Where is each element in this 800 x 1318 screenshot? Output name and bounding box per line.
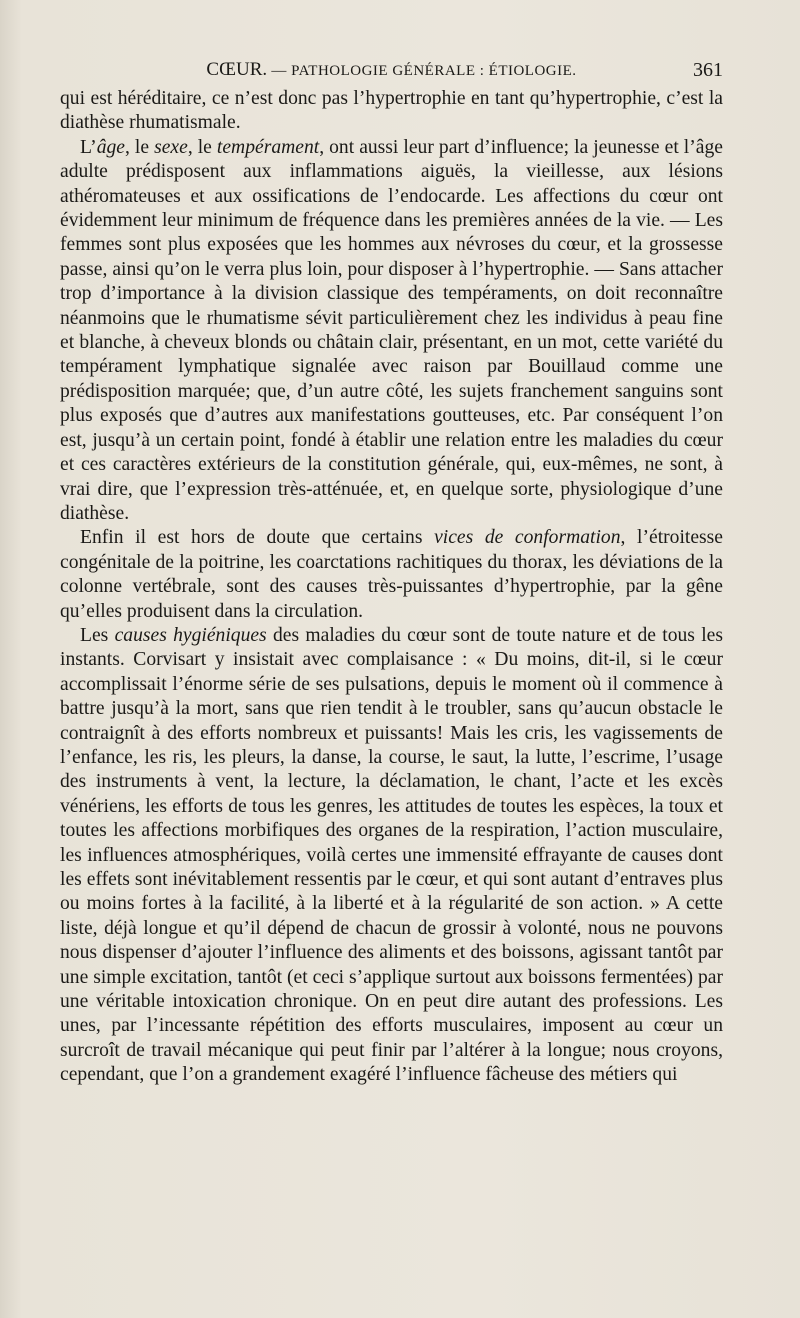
paragraph-2-text: , le <box>125 136 155 158</box>
paragraph-2 <box>60 136 723 527</box>
paragraph-2-text: , ont aussi leur part d’influence; la jeunesse et l’âge adulte prédisposent aux inflammations aiguës, la vieillesse, aux lésions athéromateuses et aux ossifications de l’endocarde. Les affections du cœur ont évidemment leur minimum de fréquence dans les premières années de la vie. — Les femmes sont plus exposées que les hommes aux névroses du cœur, et la grossesse passe, ainsi qu’on le verra plus loin, pour disposer à l’hypertrophie. — Sans attacher trop d’importance à la division classique des tempéraments, on doit reconnaître néanmoins que le rhumatisme sévit particulièrement chez les individus à peau fine et blanche, à cheveux blonds ou châtain clair, présentant, en un mot, cette variété du tempérament lymphatique signalée avec raison par Bouillaud comme une prédisposition marquée; que, d’un autre côté, les sujets franchement sanguins sont plus exposés que d’autres aux manifestations goutteuses, etc. Par conséquent l’on est, jusqu’à un certain point, fondé à établir une relation entre les maladies du cœur et ces caractères extérieurs de la constitution générale, qui, eux-mêmes, ne sont, à vrai dire, que l’expression très-atténuée, et, en quelque sorte, physiologique d’une diathèse. <box>60 136 723 524</box>
paragraph-3 <box>60 526 723 624</box>
page-number: 361 <box>693 59 723 81</box>
paragraph-4-text: des maladies du cœur sont de toute nature et de tous les instants. Corvisart y insistait avec complaisance : « Du moins, dit-il, si le cœur accomplissait l’énorme série de ses pulsations, depuis le moment où il commence à battre jusqu’à la mort, sans que rien tendit à le troubler, sans qu’aucun obstacle le contraignît à des efforts nombreux et puissants! Mais les cris, les vagissements de l’enfance, les ris, les pleurs, la danse, la course, le saut, la lutte, l’escrime, l’usage des instruments à vent, la lecture, la déclamation, le chant, l’acte et les excès vénériens, les efforts de tous les genres, les attitudes de toutes les espèces, la toux et toutes les affections morbifiques des organes de la respiration, l’action musculaire, les influences atmosphériques, voilà certes une immensité effrayante de causes dont les effets sont inévitablement ressentis par le cœur, et qui sont autant d’entraves plus ou moins fortes à la facilité, à la liberté et à la régularité de son action. » A cette liste, déjà longue et qu’il dépend de chacun de grossir à volonté, nous ne pouvons nous dispenser d’ajouter l’influence des aliments et des boissons, agissant tantôt par une simple excitation, tantôt (et ceci s’applique surtout aux boissons fermentées) par une véritable intoxication chronique. On en peut dire autant des professions. Les unes, par l’incessante répétition des efforts musculaires, imposent au cœur un surcroît de travail mécanique qui peut finir par l’altérer à la longue; nous croyons, cependant, que l’on a grandement exagéré l’influence fâcheuse des métiers qui <box>60 624 723 1086</box>
paragraph-4-italic: causes hygiéniques <box>114 624 267 646</box>
paragraph-2-text: L’ <box>80 136 97 158</box>
paragraph-2-italic: sexe <box>154 136 188 158</box>
page-header <box>60 57 723 83</box>
running-title-main: CŒUR. <box>206 59 268 80</box>
paragraph-1: qui est héréditaire, ce n’est donc pas l’hypertrophie en tant qu’hypertrophie, c’est la diathèse rhumatismale. <box>60 88 723 134</box>
running-title <box>60 57 723 84</box>
paragraph-2-text: , le <box>187 136 217 158</box>
paragraph-3-text: Enfin il est hors de doute que certains <box>80 527 435 549</box>
running-title-rest: — PATHOLOGIE GÉNÉRALE : ÉTIOLOGIE. <box>267 63 577 79</box>
paragraph-4-text: Les <box>80 624 115 646</box>
paragraph-2-italic: âge <box>96 136 125 158</box>
paragraph-3-text: , l’étroitesse congénitale de la poitrine, les coarctations rachitiques du thorax, les déviations de la colonne vertébrale, sont des causes très-puissantes d’hypertrophie, par la gêne qu’elles produisent dans la circulation. <box>60 527 724 622</box>
paragraph-3-italic: vices de conformation <box>434 527 621 549</box>
paragraph-2-italic: tempérament <box>216 136 320 158</box>
body-text <box>60 87 723 1088</box>
paragraph-4 <box>60 624 723 1088</box>
